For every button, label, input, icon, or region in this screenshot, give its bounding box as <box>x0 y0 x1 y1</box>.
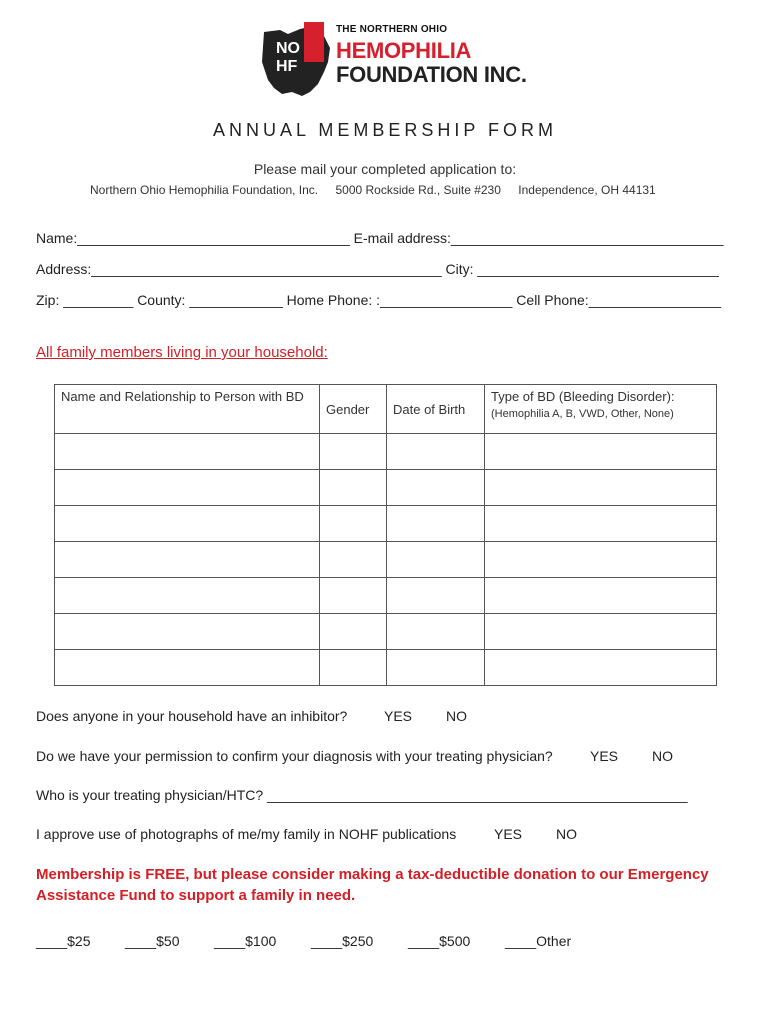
permission-no[interactable]: NO <box>652 748 673 764</box>
col-gender: Gender <box>320 385 387 434</box>
donation-option-500[interactable]: ____$500 <box>408 933 471 949</box>
table-row[interactable] <box>55 578 717 614</box>
table-cell[interactable] <box>55 470 320 506</box>
table-cell[interactable] <box>387 434 485 470</box>
mail-address <box>90 183 670 197</box>
col-bd-type-label: Type of BD (Bleeding Disorder): <box>491 389 675 404</box>
table-cell[interactable] <box>320 506 387 542</box>
table-cell[interactable] <box>320 614 387 650</box>
donation-option-250[interactable]: ____$250 <box>311 933 374 949</box>
inhibitor-question: Does anyone in your household have an inhibitor? <box>36 708 348 724</box>
table-cell[interactable] <box>55 506 320 542</box>
logo-name-line1: HEMOPHILIA <box>336 38 472 63</box>
photos-no[interactable]: NO <box>556 826 577 842</box>
logo-tagline: THE NORTHERN OHIO <box>336 24 448 35</box>
logo-name-line2: FOUNDATION INC. <box>336 62 527 87</box>
mail-heading: Please mail your completed application to: <box>253 161 517 177</box>
table-row[interactable] <box>55 506 717 542</box>
col-bd-type-note: (Hemophilia A, B, VWD, Other, None) <box>491 408 674 420</box>
donation-option-other[interactable]: ____Other <box>505 933 572 949</box>
table-cell[interactable] <box>320 542 387 578</box>
table-cell[interactable] <box>320 650 387 686</box>
zip-phone-fields[interactable]: Zip: _________ County: ____________ Home Phone: :_________________ Cell Phone:_________________ <box>36 292 722 308</box>
col-name-relationship: Name and Relationship to Person with BD <box>55 385 320 434</box>
col-bd-type <box>485 385 717 434</box>
household-heading: All family members living in your household: <box>36 344 328 361</box>
mail-city: Independence, OH 44131 <box>518 183 656 197</box>
table-row[interactable] <box>55 542 717 578</box>
col-dob: Date of Birth <box>387 385 485 434</box>
donation-option-25[interactable]: ____$25 <box>36 933 91 949</box>
donation-text-line1: Membership is FREE, but please consider making a tax-deductible donation to our Emergency <box>36 866 709 883</box>
photos-question: I approve use of photographs of me/my family in NOHF publications <box>36 826 457 842</box>
mail-street: 5000 Rockside Rd., Suite #230 <box>335 183 501 197</box>
table-cell[interactable] <box>387 578 485 614</box>
table-cell[interactable] <box>55 650 320 686</box>
table-cell[interactable] <box>387 650 485 686</box>
table-cell[interactable] <box>387 506 485 542</box>
table-cell[interactable] <box>320 434 387 470</box>
table-cell[interactable] <box>55 542 320 578</box>
table-cell[interactable] <box>387 614 485 650</box>
logo <box>262 20 562 96</box>
table-cell[interactable] <box>387 470 485 506</box>
table-row[interactable] <box>55 470 717 506</box>
mail-org: Northern Ohio Hemophilia Foundation, Inc. <box>90 183 319 197</box>
table-cell[interactable] <box>485 578 717 614</box>
table-cell[interactable] <box>485 542 717 578</box>
permission-yes[interactable]: YES <box>590 748 619 764</box>
table-cell[interactable] <box>55 434 320 470</box>
donation-option-100[interactable]: ____$100 <box>214 933 277 949</box>
table-row[interactable] <box>55 614 717 650</box>
name-email-fields[interactable]: Name:___________________________________ E-mail address:___________________________________ <box>36 230 724 246</box>
table-cell[interactable] <box>485 470 717 506</box>
permission-question: Do we have your permission to confirm your diagnosis with your treating physician? <box>36 748 553 764</box>
table-cell[interactable] <box>55 578 320 614</box>
table-cell[interactable] <box>485 650 717 686</box>
physician-field[interactable]: Who is your treating physician/HTC? ______________________________________________________ <box>36 787 688 803</box>
inhibitor-no[interactable]: NO <box>446 708 467 724</box>
form-title: ANNUAL MEMBERSHIP FORM <box>212 120 558 140</box>
table-cell[interactable] <box>485 434 717 470</box>
ohio-state-mark <box>262 22 334 96</box>
table-row[interactable] <box>55 650 717 686</box>
table-cell[interactable] <box>485 614 717 650</box>
family-members-table <box>54 384 717 686</box>
donation-option-50[interactable]: ____$50 <box>125 933 180 949</box>
table-cell[interactable] <box>387 542 485 578</box>
logo-mark-no: NO <box>276 40 300 57</box>
table-cell[interactable] <box>485 506 717 542</box>
photos-yes[interactable]: YES <box>494 826 523 842</box>
donation-text-line2: Assistance Fund to support a family in need. <box>36 887 356 904</box>
table-row[interactable] <box>55 434 717 470</box>
table-header-row <box>55 385 717 434</box>
logo-mark-hf: HF <box>276 58 298 75</box>
table-cell[interactable] <box>320 470 387 506</box>
inhibitor-yes[interactable]: YES <box>384 708 413 724</box>
address-city-fields[interactable]: Address:_____________________________________________ City: _______________________________ <box>36 261 719 277</box>
table-cell[interactable] <box>55 614 320 650</box>
table-cell[interactable] <box>320 578 387 614</box>
